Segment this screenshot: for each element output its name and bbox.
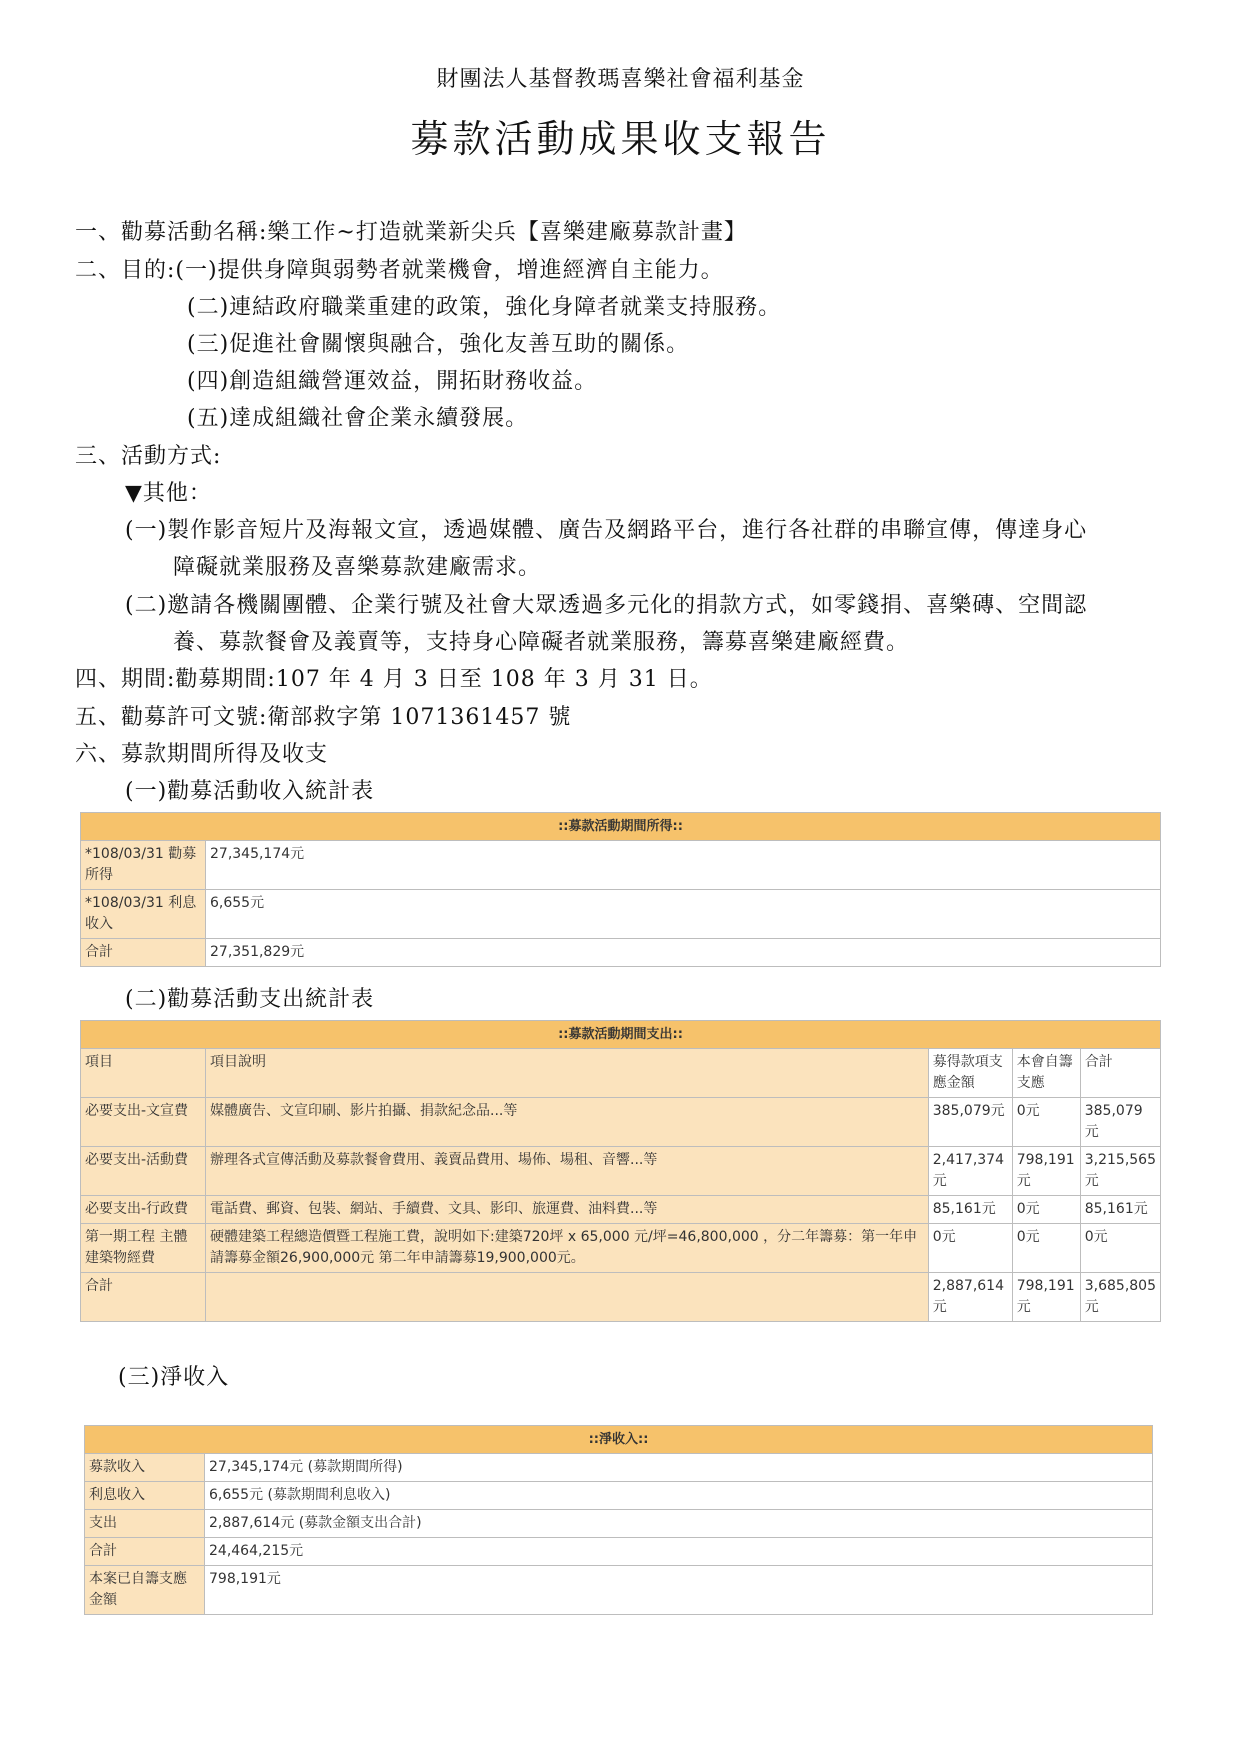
income-value: 27,345,174元 xyxy=(206,841,1161,890)
net-value: 2,887,614元 (募款金額支出合計) xyxy=(205,1510,1153,1538)
net-value: 6,655元 (募款期間利息收入) xyxy=(205,1482,1153,1510)
expense-item: 必要支出-活動費 xyxy=(81,1147,206,1196)
section-permit: 五、勸募許可文號:衛部救字第 1071361457 號 xyxy=(75,705,572,730)
table-row xyxy=(81,890,1161,939)
expense-desc: 辦理各式宣傳活動及募款餐會費用、義賣品費用、場佈、場租、音響...等 xyxy=(206,1147,929,1196)
table-row xyxy=(81,1098,1161,1147)
expense-total: 3,215,565元 xyxy=(1080,1147,1160,1196)
expense-total: 85,161元 xyxy=(1080,1196,1160,1224)
expense-raised: 0元 xyxy=(928,1224,1012,1273)
expense-total: 0元 xyxy=(1080,1224,1160,1273)
expense-table xyxy=(80,1020,1161,1322)
column-header: 募得款項支應金額 xyxy=(928,1049,1012,1098)
purpose-item-4: (四)創造組織營運效益，開拓財務收益。 xyxy=(187,369,598,394)
table-row xyxy=(81,841,1161,890)
table-row xyxy=(85,1538,1153,1566)
net-value: 27,345,174元 (募款期間所得) xyxy=(205,1454,1153,1482)
expense-self: 798,191元 xyxy=(1012,1273,1080,1322)
net-value: 798,191元 xyxy=(205,1566,1153,1615)
purpose-item-5: (五)達成組織社會企業永續發展。 xyxy=(187,406,529,431)
net-label: 利息收入 xyxy=(85,1482,205,1510)
method-other: ▼其他： xyxy=(125,481,212,506)
table-row xyxy=(81,1196,1161,1224)
expense-item: 第一期工程 主體建築物經費 xyxy=(81,1224,206,1273)
net-label: 合計 xyxy=(85,1538,205,1566)
expense-item: 合計 xyxy=(81,1273,206,1322)
section-purpose: 二、目的:(一)提供身障與弱勢者就業機會，增進經濟自主能力。 xyxy=(75,258,724,283)
expense-desc xyxy=(206,1273,929,1322)
net-label: 支出 xyxy=(85,1510,205,1538)
method-item-1: (一)製作影音短片及海報文宣，透過媒體、廣告及網路平台，進行各社群的串聯宣傳，傳達身心 xyxy=(125,518,1088,543)
expense-raised: 85,161元 xyxy=(928,1196,1012,1224)
table-row-total xyxy=(81,1273,1161,1322)
net-value: 24,464,215元 xyxy=(205,1538,1153,1566)
expense-total: 3,685,805元 xyxy=(1080,1273,1160,1322)
report-title: 募款活動成果收支報告 xyxy=(410,117,831,161)
expense-self: 0元 xyxy=(1012,1224,1080,1273)
expense-desc: 電話費、郵資、包裝、網站、手續費、文具、影印、旅運費、油料費...等 xyxy=(206,1196,929,1224)
method-item-2: (二)邀請各機關團體、企業行號及社會大眾透過多元化的捐款方式，如零錢捐、喜樂磚、空間認 xyxy=(125,593,1088,618)
net-table-header: ::淨收入:: xyxy=(85,1426,1153,1454)
section-income-expense: 六、募款期間所得及收支 xyxy=(75,742,329,767)
table-row xyxy=(81,1224,1161,1273)
expense-desc: 硬體建築工程總造價暨工程施工費，說明如下:建築720坪 x 65,000 元/坪=46,800,000 ，分二年籌募：第一年申請籌募金額26,900,000元 第二年申請籌募19,900,000元。 xyxy=(206,1224,929,1273)
method-item-2-cont: 養、募款餐會及義賣等，支持身心障礙者就業服務，籌募喜樂建廠經費。 xyxy=(173,630,910,655)
table-row xyxy=(85,1482,1153,1510)
income-value: 6,655元 xyxy=(206,890,1161,939)
income-label: *108/03/31 利息收入 xyxy=(81,890,206,939)
purpose-item-3: (三)促進社會關懷與融合，強化友善互助的關係。 xyxy=(187,332,690,357)
expense-item: 必要支出-文宣費 xyxy=(81,1098,206,1147)
column-header: 本會自籌支應 xyxy=(1012,1049,1080,1098)
expense-raised: 385,079元 xyxy=(928,1098,1012,1147)
table-row xyxy=(81,939,1161,967)
expense-desc: 媒體廣告、文宣印刷、影片拍攝、捐款紀念品...等 xyxy=(206,1098,929,1147)
method-item-1-cont: 障礙就業服務及喜樂募款建廠需求。 xyxy=(173,555,542,580)
table-header-row xyxy=(81,1049,1161,1098)
organization-name: 財團法人基督教瑪喜樂社會福利基金 xyxy=(436,67,805,92)
section-period: 四、期間:勸募期間:107 年 4 月 3 日至 108 年 3 月 31 日。 xyxy=(75,667,713,692)
expense-total: 385,079元 xyxy=(1080,1098,1160,1147)
expense-self: 798,191元 xyxy=(1012,1147,1080,1196)
column-header: 項目說明 xyxy=(206,1049,929,1098)
income-table-caption: (一)勸募活動收入統計表 xyxy=(125,779,375,804)
expense-table-caption: (二)勸募活動支出統計表 xyxy=(125,987,375,1012)
net-table-caption: (三)淨收入 xyxy=(118,1365,230,1390)
net-income-table xyxy=(84,1425,1153,1615)
expense-item: 必要支出-行政費 xyxy=(81,1196,206,1224)
table-row xyxy=(81,1147,1161,1196)
expense-table-header: ::募款活動期間支出:: xyxy=(81,1021,1161,1049)
expense-raised: 2,887,614元 xyxy=(928,1273,1012,1322)
table-row xyxy=(85,1510,1153,1538)
income-value: 27,351,829元 xyxy=(206,939,1161,967)
purpose-item-2: (二)連結政府職業重建的政策，強化身障者就業支持服務。 xyxy=(187,295,782,320)
section-method: 三、活動方式: xyxy=(75,444,222,469)
net-label: 募款收入 xyxy=(85,1454,205,1482)
section-activity-name: 一、勸募活動名稱:樂工作~打造就業新尖兵【喜樂建廠募款計畫】 xyxy=(75,220,747,245)
column-header: 項目 xyxy=(81,1049,206,1098)
table-row xyxy=(85,1566,1153,1615)
expense-raised: 2,417,374元 xyxy=(928,1147,1012,1196)
expense-self: 0元 xyxy=(1012,1196,1080,1224)
income-table-header: ::募款活動期間所得:: xyxy=(81,813,1161,841)
income-label: 合計 xyxy=(81,939,206,967)
income-label: *108/03/31 勸募所得 xyxy=(81,841,206,890)
income-table xyxy=(80,812,1161,967)
expense-self: 0元 xyxy=(1012,1098,1080,1147)
table-row xyxy=(85,1454,1153,1482)
column-header: 合計 xyxy=(1080,1049,1160,1098)
net-label: 本案已自籌支應金額 xyxy=(85,1566,205,1615)
